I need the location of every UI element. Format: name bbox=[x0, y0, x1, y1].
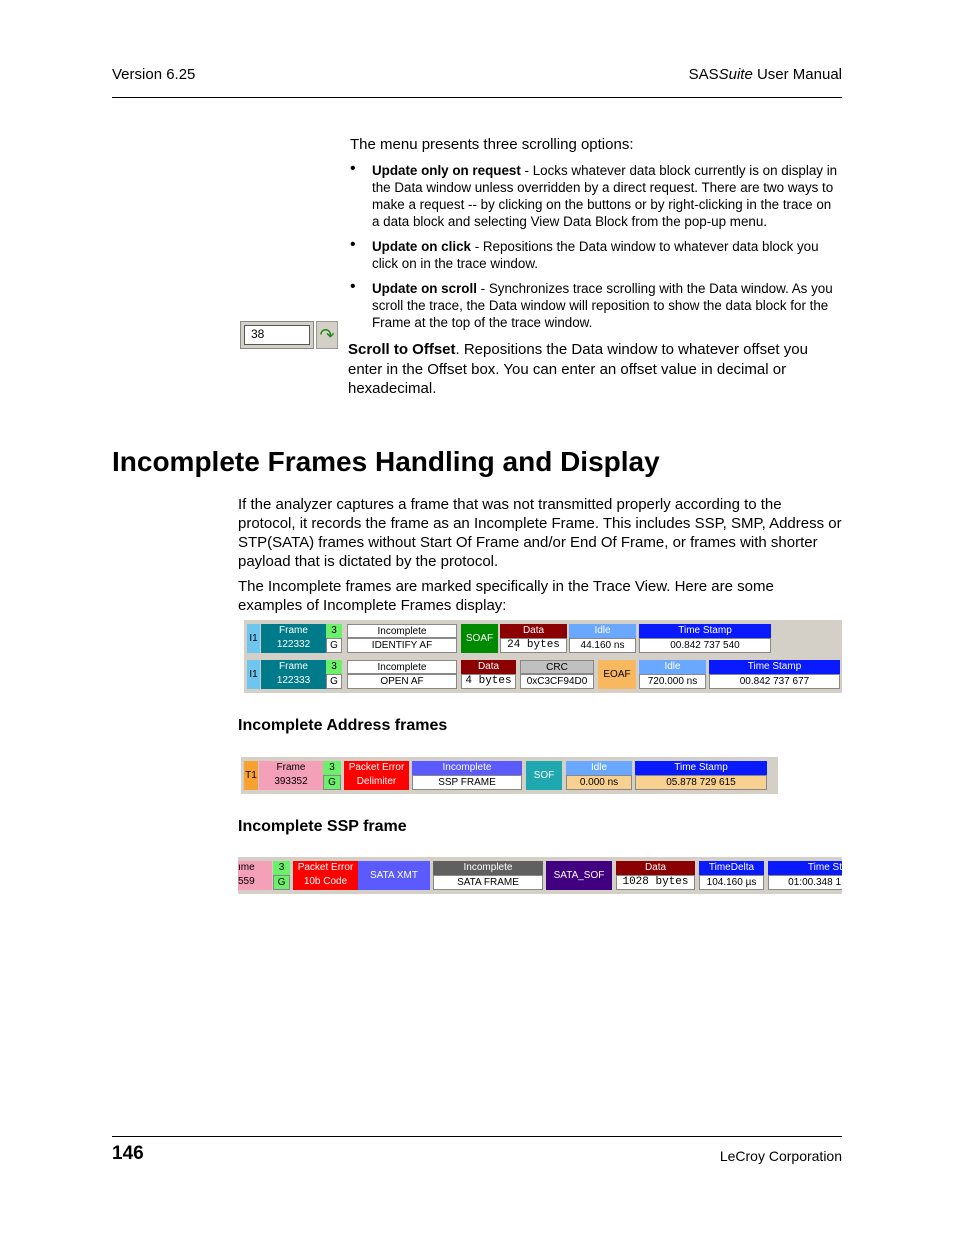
incomplete-label: Incomplete bbox=[347, 624, 457, 638]
idle-value: 44.160 ns bbox=[569, 638, 636, 653]
port-cell: I1 bbox=[247, 660, 260, 689]
frame-label: Frame bbox=[261, 624, 326, 638]
trace-strip-sata-frame bbox=[238, 857, 842, 894]
soaf-cell: SOAF bbox=[461, 624, 498, 653]
data-value: 4 bytes bbox=[461, 674, 516, 689]
timedelta-value: 104.160 µs bbox=[699, 875, 764, 890]
list-item: • Update only on request - Locks whatever data block currently is on display in the Data window unless overridden by a direct request. There are two ways to make a request -- by clicking on the buttons or by right-clicking in the trace on a data block and selecting View Data Block from the pop-up menu. bbox=[350, 162, 842, 230]
list-item: • Update on click - Repositions the Data window to whatever data block you click on in the trace window. bbox=[350, 238, 842, 272]
sata-xmt-cell: SATA XMT bbox=[358, 861, 430, 890]
scroll-options-list bbox=[350, 162, 842, 339]
offset-input[interactable]: 38 bbox=[244, 325, 310, 345]
incomplete-value: OPEN AF bbox=[347, 674, 457, 689]
g-cell: G bbox=[273, 875, 290, 890]
trace-strip-ssp-frame bbox=[241, 757, 778, 794]
packet-error-value: 10b Code bbox=[293, 875, 358, 890]
num-cell: 3 bbox=[326, 624, 342, 638]
sof-cell: SOF bbox=[526, 761, 562, 790]
crc-label: CRC bbox=[520, 660, 594, 674]
timestamp-value: 05.878 729 615 bbox=[635, 775, 767, 790]
port-cell: I1 bbox=[247, 624, 260, 653]
timedelta-label: TimeDelta bbox=[699, 861, 764, 875]
frame-number: 122332 bbox=[261, 638, 326, 653]
idle-label: Idle bbox=[639, 660, 706, 674]
paragraph-examples: The Incomplete frames are marked specifically in the Trace View. Here are some examples of Incomplete Frames display: bbox=[238, 578, 774, 614]
idle-value: 720.000 ns bbox=[639, 674, 706, 689]
subheading-address-frames: Incomplete Address frames bbox=[238, 717, 448, 734]
crc-value: 0xC3CF94D0 bbox=[520, 674, 594, 689]
g-cell: G bbox=[326, 638, 342, 653]
num-cell: 3 bbox=[273, 861, 290, 875]
timestamp-label: Time Stamp bbox=[635, 761, 767, 775]
packet-error-label: Packet Error bbox=[344, 761, 409, 775]
g-cell: G bbox=[326, 674, 342, 689]
frame-label: Frame bbox=[261, 660, 326, 674]
frame-number: 122333 bbox=[261, 674, 326, 689]
incomplete-label: Incomplete bbox=[433, 861, 543, 875]
idle-value: 0.000 ns bbox=[566, 775, 632, 790]
timestamp-value: 01:00.348 1 bbox=[768, 875, 842, 890]
incomplete-value: SSP FRAME bbox=[412, 775, 522, 790]
timestamp-label: Time St bbox=[768, 861, 842, 875]
g-cell: G bbox=[323, 775, 341, 790]
scroll-to-offset-text: Scroll to Offset. Repositions the Data window to whatever offset you enter in the Offset box. You can enter an offset value in decimal or hexadecimal. bbox=[348, 341, 808, 397]
num-cell: 3 bbox=[326, 660, 342, 674]
incomplete-label: Incomplete bbox=[412, 761, 522, 775]
subheading-ssp-frame: Incomplete SSP frame bbox=[238, 818, 407, 835]
incomplete-label: Incomplete bbox=[347, 660, 457, 674]
header-rule bbox=[112, 97, 842, 98]
section-title: Incomplete Frames Handling and Display bbox=[112, 446, 660, 477]
page-number: 146 bbox=[112, 1143, 144, 1164]
packet-error-value: Delimiter bbox=[344, 775, 409, 790]
timestamp-value: 00.842 737 540 bbox=[639, 638, 771, 653]
frame-label: ıme bbox=[238, 861, 272, 875]
eoaf-cell: EOAF bbox=[598, 660, 636, 689]
frame-label: Frame bbox=[259, 761, 323, 775]
sata-sof-cell: SATA_SOF bbox=[546, 861, 612, 890]
menu-intro: The menu presents three scrolling options: bbox=[350, 136, 634, 153]
frame-number: 559 bbox=[238, 875, 272, 890]
footer-company: LeCroy Corporation bbox=[719, 1148, 842, 1164]
timestamp-label: Time Stamp bbox=[639, 624, 771, 638]
idle-label: Idle bbox=[569, 624, 636, 638]
offset-widget bbox=[240, 321, 340, 352]
paragraph-intro: If the analyzer captures a frame that was not transmitted properly according to the protocol, it records the frame as an Incomplete Frame. This includes SSP, SMP, Address or STP(SATA) frames without Start Of Frame and/or End Of Frame, or frames with shorter payload that is dictated by the protocol. bbox=[238, 496, 842, 570]
timestamp-value: 00.842 737 677 bbox=[709, 674, 840, 689]
header-manual-title: SASSuite User Manual bbox=[688, 66, 842, 83]
incomplete-value: SATA FRAME bbox=[433, 875, 543, 890]
trace-strip-address-frames bbox=[244, 620, 842, 693]
data-label: Data bbox=[461, 660, 516, 674]
incomplete-value: IDENTIFY AF bbox=[347, 638, 457, 653]
list-item: • Update on scroll - Synchronizes trace scrolling with the Data window. As you scroll the trace, the Data window will reposition to show the data block for the Frame at the top of the trace window. bbox=[350, 280, 842, 331]
go-arrow-icon[interactable]: ↷ bbox=[316, 321, 338, 349]
num-cell: 3 bbox=[323, 761, 341, 775]
footer-rule bbox=[112, 1136, 842, 1137]
idle-label: Idle bbox=[566, 761, 632, 775]
offset-box bbox=[240, 321, 314, 349]
frame-number: 393352 bbox=[259, 775, 323, 790]
data-label: Data bbox=[500, 624, 567, 638]
data-value: 1028 bytes bbox=[616, 875, 695, 890]
packet-error-label: Packet Error bbox=[293, 861, 358, 875]
header-version: Version 6.25 bbox=[112, 66, 196, 83]
timestamp-label: Time Stamp bbox=[709, 660, 840, 674]
data-label: Data bbox=[616, 861, 695, 875]
data-value: 24 bytes bbox=[500, 638, 567, 653]
port-cell: T1 bbox=[244, 761, 258, 790]
